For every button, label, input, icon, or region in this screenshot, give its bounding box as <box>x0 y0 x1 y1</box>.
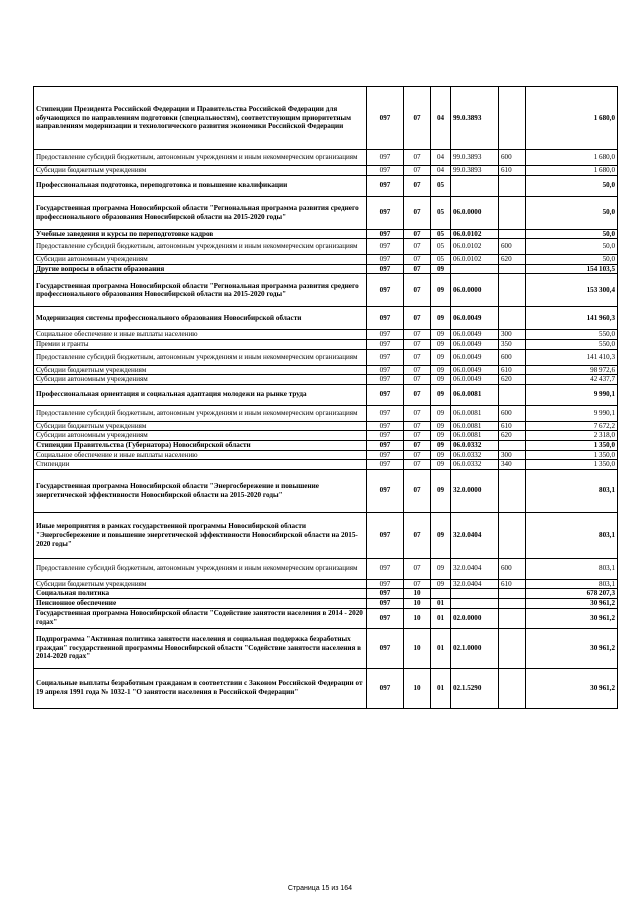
row-amount: 1 680,0 <box>526 87 618 150</box>
row-amount: 98 972,6 <box>526 365 618 375</box>
row-subsection-code: 09 <box>431 349 451 365</box>
row-target-code: 02.1.5290 <box>451 668 499 708</box>
row-target-code: 06.0.0000 <box>451 196 499 229</box>
row-name: Предоставление субсидий бюджетным, автономным учреждениям и иным некоммерческим организациям <box>34 150 367 166</box>
table-row <box>34 175 618 196</box>
row-expense-type: 300 <box>499 450 526 460</box>
row-amount: 7 672,2 <box>526 421 618 431</box>
row-subsection-code: 09 <box>431 264 451 274</box>
row-target-code: 06.0.0081 <box>451 421 499 431</box>
row-target-code <box>451 175 499 196</box>
row-name: Профессиональная подготовка, переподготовка и повышение квалификации <box>34 175 367 196</box>
row-amount: 50,0 <box>526 255 618 265</box>
row-expense-type: 610 <box>499 365 526 375</box>
row-ved-code: 097 <box>367 307 404 330</box>
row-name: Субсидии бюджетным учреждениям <box>34 166 367 176</box>
row-target-code: 06.0.0102 <box>451 229 499 239</box>
row-section-code: 07 <box>404 405 431 421</box>
row-name: Субсидии бюджетным учреждениям <box>34 365 367 375</box>
table-row <box>34 579 618 589</box>
row-name: Профессиональная ориентация и социальная адаптация молодежи на рынке труда <box>34 384 367 405</box>
row-target-code: 06.0.0049 <box>451 375 499 385</box>
row-ved-code: 097 <box>367 589 404 599</box>
row-expense-type: 350 <box>499 339 526 349</box>
row-ved-code: 097 <box>367 405 404 421</box>
row-amount: 1 350,0 <box>526 460 618 470</box>
row-expense-type <box>499 598 526 608</box>
row-name: Премии и гранты <box>34 339 367 349</box>
row-subsection-code: 09 <box>431 330 451 340</box>
row-target-code <box>451 264 499 274</box>
row-section-code: 07 <box>404 175 431 196</box>
row-subsection-code: 05 <box>431 239 451 255</box>
row-subsection-code: 09 <box>431 558 451 579</box>
table-row <box>34 469 618 512</box>
table-row <box>34 405 618 421</box>
row-name: Модернизация системы профессионального образования Новосибирской области <box>34 307 367 330</box>
row-name: Государственная программа Новосибирской области "Содействие занятости населения в 2014 - 2020 годах" <box>34 608 367 628</box>
row-amount: 1 680,0 <box>526 150 618 166</box>
row-amount: 550,0 <box>526 330 618 340</box>
row-amount: 50,0 <box>526 196 618 229</box>
table-row <box>34 229 618 239</box>
row-amount: 30 961,2 <box>526 598 618 608</box>
row-ved-code: 097 <box>367 384 404 405</box>
row-ved-code: 097 <box>367 431 404 441</box>
row-amount: 141 960,3 <box>526 307 618 330</box>
row-amount: 50,0 <box>526 239 618 255</box>
row-section-code: 07 <box>404 512 431 558</box>
row-subsection-code: 04 <box>431 87 451 150</box>
budget-table <box>33 86 618 709</box>
row-section-code: 07 <box>404 421 431 431</box>
table-row <box>34 431 618 441</box>
row-expense-type <box>499 668 526 708</box>
row-section-code: 07 <box>404 87 431 150</box>
table-row <box>34 196 618 229</box>
row-section-code: 07 <box>404 196 431 229</box>
row-expense-type: 620 <box>499 431 526 441</box>
row-section-code: 10 <box>404 589 431 599</box>
row-target-code <box>451 589 499 599</box>
row-amount: 141 410,3 <box>526 349 618 365</box>
row-expense-type: 600 <box>499 558 526 579</box>
table-row <box>34 440 618 450</box>
row-expense-type: 610 <box>499 166 526 176</box>
row-section-code: 10 <box>404 668 431 708</box>
row-section-code: 07 <box>404 349 431 365</box>
row-ved-code: 097 <box>367 264 404 274</box>
row-target-code: 06.0.0081 <box>451 431 499 441</box>
row-section-code: 07 <box>404 274 431 307</box>
row-target-code: 32.0.0404 <box>451 558 499 579</box>
row-section-code: 07 <box>404 330 431 340</box>
row-ved-code: 097 <box>367 608 404 628</box>
row-subsection-code: 09 <box>431 421 451 431</box>
row-subsection-code: 09 <box>431 450 451 460</box>
row-section-code: 07 <box>404 384 431 405</box>
row-amount: 154 103,5 <box>526 264 618 274</box>
row-ved-code: 097 <box>367 349 404 365</box>
row-subsection-code: 01 <box>431 668 451 708</box>
row-target-code: 32.0.0404 <box>451 512 499 558</box>
table-row <box>34 375 618 385</box>
row-ved-code: 097 <box>367 628 404 668</box>
row-amount: 9 990,1 <box>526 405 618 421</box>
row-ved-code: 097 <box>367 274 404 307</box>
page-footer: Страница 15 из 164 <box>287 885 353 892</box>
table-row <box>34 668 618 708</box>
row-amount: 1 680,0 <box>526 166 618 176</box>
row-amount: 30 961,2 <box>526 628 618 668</box>
row-expense-type: 620 <box>499 375 526 385</box>
row-subsection-code: 09 <box>431 512 451 558</box>
row-name: Предоставление субсидий бюджетным, автономным учреждениям и иным некоммерческим организациям <box>34 239 367 255</box>
row-subsection-code: 09 <box>431 405 451 421</box>
row-amount: 803,1 <box>526 512 618 558</box>
row-name: Другие вопросы в области образования <box>34 264 367 274</box>
row-amount: 50,0 <box>526 175 618 196</box>
row-subsection-code: 04 <box>431 166 451 176</box>
row-section-code: 07 <box>404 264 431 274</box>
row-name: Учебные заведения и курсы по переподготовке кадров <box>34 229 367 239</box>
row-name: Стипендии <box>34 460 367 470</box>
row-section-code: 07 <box>404 307 431 330</box>
row-subsection-code: 01 <box>431 598 451 608</box>
row-ved-code: 097 <box>367 365 404 375</box>
row-target-code: 06.0.0332 <box>451 440 499 450</box>
row-ved-code: 097 <box>367 375 404 385</box>
row-target-code: 02.0.0000 <box>451 608 499 628</box>
row-name: Субсидии бюджетным учреждениям <box>34 579 367 589</box>
row-target-code: 02.1.0000 <box>451 628 499 668</box>
table-row <box>34 255 618 265</box>
row-name: Социальное обеспечение и иные выплаты населению <box>34 450 367 460</box>
row-target-code: 06.0.0049 <box>451 365 499 375</box>
row-name: Государственная программа Новосибирской области "Энергосбережение и повышение энергетической эффективности Новосибирской области на 2015-2020 годы" <box>34 469 367 512</box>
row-section-code: 10 <box>404 628 431 668</box>
row-expense-type <box>499 469 526 512</box>
row-ved-code: 097 <box>367 558 404 579</box>
row-amount: 153 300,4 <box>526 274 618 307</box>
row-target-code: 06.0.0000 <box>451 274 499 307</box>
row-subsection-code: 05 <box>431 196 451 229</box>
row-ved-code: 097 <box>367 239 404 255</box>
row-section-code: 07 <box>404 450 431 460</box>
row-expense-type <box>499 384 526 405</box>
row-name: Стипендии Президента Российской Федерации и Правительства Российской Федерации для обучающихся по направлениям подготовки (специальностям), соответствующим приоритетным направлениям модернизации и технологического развития экономики Российской Федерации <box>34 87 367 150</box>
row-name: Пенсионное обеспечение <box>34 598 367 608</box>
row-ved-code: 097 <box>367 229 404 239</box>
row-amount: 9 990,1 <box>526 384 618 405</box>
table-row <box>34 339 618 349</box>
row-target-code: 06.0.0049 <box>451 307 499 330</box>
row-subsection-code: 04 <box>431 150 451 166</box>
row-expense-type: 620 <box>499 255 526 265</box>
row-section-code: 07 <box>404 255 431 265</box>
row-subsection-code: 09 <box>431 431 451 441</box>
row-amount: 2 318,0 <box>526 431 618 441</box>
row-expense-type <box>499 264 526 274</box>
table-row <box>34 589 618 599</box>
row-section-code: 07 <box>404 166 431 176</box>
row-subsection-code: 09 <box>431 460 451 470</box>
row-expense-type <box>499 608 526 628</box>
row-expense-type: 600 <box>499 349 526 365</box>
row-target-code: 99.0.3893 <box>451 166 499 176</box>
row-subsection-code <box>431 589 451 599</box>
row-section-code: 07 <box>404 150 431 166</box>
table-row <box>34 150 618 166</box>
row-amount: 30 961,2 <box>526 608 618 628</box>
row-expense-type <box>499 628 526 668</box>
row-name: Социальное обеспечение и иные выплаты населению <box>34 330 367 340</box>
row-expense-type: 600 <box>499 405 526 421</box>
row-target-code: 06.0.0049 <box>451 339 499 349</box>
row-ved-code: 097 <box>367 196 404 229</box>
table-body <box>34 87 618 709</box>
row-expense-type <box>499 87 526 150</box>
row-ved-code: 097 <box>367 440 404 450</box>
table-row <box>34 512 618 558</box>
row-target-code: 06.0.0102 <box>451 255 499 265</box>
row-subsection-code: 09 <box>431 469 451 512</box>
row-expense-type <box>499 589 526 599</box>
row-target-code: 06.0.0332 <box>451 450 499 460</box>
row-amount: 678 207,3 <box>526 589 618 599</box>
row-expense-type: 300 <box>499 330 526 340</box>
row-subsection-code: 09 <box>431 375 451 385</box>
row-name: Иные мероприятия в рамках государственной программы Новосибирской области "Энергосбережение и повышение энергетической эффективности Новосибирской области на 2015- 2020 годы" <box>34 512 367 558</box>
row-ved-code: 097 <box>367 668 404 708</box>
row-target-code: 06.0.0081 <box>451 405 499 421</box>
row-subsection-code: 09 <box>431 384 451 405</box>
row-name: Социальная политика <box>34 589 367 599</box>
row-target-code: 06.0.0332 <box>451 460 499 470</box>
row-name: Подпрограмма "Активная политика занятости населения и социальная поддержка безработных граждан" государственной программы Новосибирской области "Содействие занятости населения в 2014-2020 годах" <box>34 628 367 668</box>
row-amount: 50,0 <box>526 229 618 239</box>
row-section-code: 07 <box>404 375 431 385</box>
row-section-code: 07 <box>404 469 431 512</box>
table-row <box>34 87 618 150</box>
row-name: Государственная программа Новосибирской области "Региональная программа развития среднего профессионального образования Новосибирской области на 2015-2020 годы" <box>34 196 367 229</box>
row-subsection-code: 01 <box>431 608 451 628</box>
row-name: Предоставление субсидий бюджетным, автономным учреждениям и иным некоммерческим организациям <box>34 405 367 421</box>
table-row <box>34 239 618 255</box>
row-section-code: 10 <box>404 608 431 628</box>
row-section-code: 07 <box>404 229 431 239</box>
row-ved-code: 097 <box>367 421 404 431</box>
table-row <box>34 264 618 274</box>
row-ved-code: 097 <box>367 87 404 150</box>
row-subsection-code: 05 <box>431 255 451 265</box>
row-ved-code: 097 <box>367 330 404 340</box>
row-ved-code: 097 <box>367 166 404 176</box>
row-name: Субсидии автономным учреждениям <box>34 431 367 441</box>
row-ved-code: 097 <box>367 339 404 349</box>
row-subsection-code: 09 <box>431 274 451 307</box>
row-ved-code: 097 <box>367 255 404 265</box>
row-ved-code: 097 <box>367 175 404 196</box>
row-amount: 803,1 <box>526 579 618 589</box>
row-section-code: 07 <box>404 460 431 470</box>
row-expense-type: 600 <box>499 150 526 166</box>
row-subsection-code: 01 <box>431 628 451 668</box>
row-name: Субсидии автономным учреждениям <box>34 375 367 385</box>
row-expense-type <box>499 512 526 558</box>
table-row <box>34 421 618 431</box>
row-amount: 42 437,7 <box>526 375 618 385</box>
row-subsection-code: 09 <box>431 440 451 450</box>
row-name: Субсидии бюджетным учреждениям <box>34 421 367 431</box>
table-row <box>34 384 618 405</box>
table-row <box>34 460 618 470</box>
row-expense-type: 340 <box>499 460 526 470</box>
row-subsection-code: 09 <box>431 307 451 330</box>
row-subsection-code: 05 <box>431 229 451 239</box>
row-section-code: 07 <box>404 431 431 441</box>
row-expense-type <box>499 440 526 450</box>
row-target-code: 32.0.0404 <box>451 579 499 589</box>
row-expense-type <box>499 229 526 239</box>
row-section-code: 07 <box>404 440 431 450</box>
row-expense-type <box>499 175 526 196</box>
row-target-code: 99.0.3893 <box>451 150 499 166</box>
table-row <box>34 307 618 330</box>
row-name: Предоставление субсидий бюджетным, автономным учреждениям и иным некоммерческим организациям <box>34 349 367 365</box>
row-target-code: 99.0.3893 <box>451 87 499 150</box>
row-amount: 1 350,0 <box>526 440 618 450</box>
row-ved-code: 097 <box>367 579 404 589</box>
table-row <box>34 608 618 628</box>
row-amount: 1 350,0 <box>526 450 618 460</box>
row-target-code: 06.0.0049 <box>451 330 499 340</box>
row-target-code: 06.0.0049 <box>451 349 499 365</box>
row-section-code: 07 <box>404 239 431 255</box>
row-expense-type <box>499 196 526 229</box>
row-section-code: 07 <box>404 579 431 589</box>
row-subsection-code: 05 <box>431 175 451 196</box>
row-section-code: 07 <box>404 558 431 579</box>
table-row <box>34 558 618 579</box>
row-ved-code: 097 <box>367 469 404 512</box>
row-target-code: 32.0.0000 <box>451 469 499 512</box>
row-subsection-code: 09 <box>431 579 451 589</box>
row-target-code: 06.0.0081 <box>451 384 499 405</box>
row-expense-type: 600 <box>499 239 526 255</box>
row-section-code: 07 <box>404 339 431 349</box>
row-name: Субсидии автономным учреждениям <box>34 255 367 265</box>
row-amount: 30 961,2 <box>526 668 618 708</box>
row-target-code <box>451 598 499 608</box>
row-ved-code: 097 <box>367 150 404 166</box>
row-section-code: 07 <box>404 365 431 375</box>
row-expense-type <box>499 307 526 330</box>
row-amount: 550,0 <box>526 339 618 349</box>
table-row <box>34 166 618 176</box>
table-row <box>34 598 618 608</box>
row-name: Стипендии Правительства (Губернатора) Новосибирской области <box>34 440 367 450</box>
table-row <box>34 450 618 460</box>
row-ved-code: 097 <box>367 512 404 558</box>
row-subsection-code: 09 <box>431 339 451 349</box>
table-row <box>34 365 618 375</box>
table-row <box>34 330 618 340</box>
row-expense-type: 610 <box>499 579 526 589</box>
row-subsection-code: 09 <box>431 365 451 375</box>
row-expense-type: 610 <box>499 421 526 431</box>
row-ved-code: 097 <box>367 460 404 470</box>
row-ved-code: 097 <box>367 450 404 460</box>
table-row <box>34 274 618 307</box>
row-amount: 803,1 <box>526 469 618 512</box>
row-expense-type <box>499 274 526 307</box>
row-section-code: 10 <box>404 598 431 608</box>
table-row <box>34 628 618 668</box>
row-target-code: 06.0.0102 <box>451 239 499 255</box>
row-ved-code: 097 <box>367 598 404 608</box>
row-name: Государственная программа Новосибирской области "Региональная программа развития среднего профессионального образования Новосибирской области на 2015-2020 годы" <box>34 274 367 307</box>
table-row <box>34 349 618 365</box>
row-name: Социальные выплаты безработным гражданам в соответствии с Законом Российской Федерации от 19 апреля 1991 года № 1032-1 "О занятости населения в Российской Федерации" <box>34 668 367 708</box>
row-name: Предоставление субсидий бюджетным, автономным учреждениям и иным некоммерческим организациям <box>34 558 367 579</box>
row-amount: 803,1 <box>526 558 618 579</box>
